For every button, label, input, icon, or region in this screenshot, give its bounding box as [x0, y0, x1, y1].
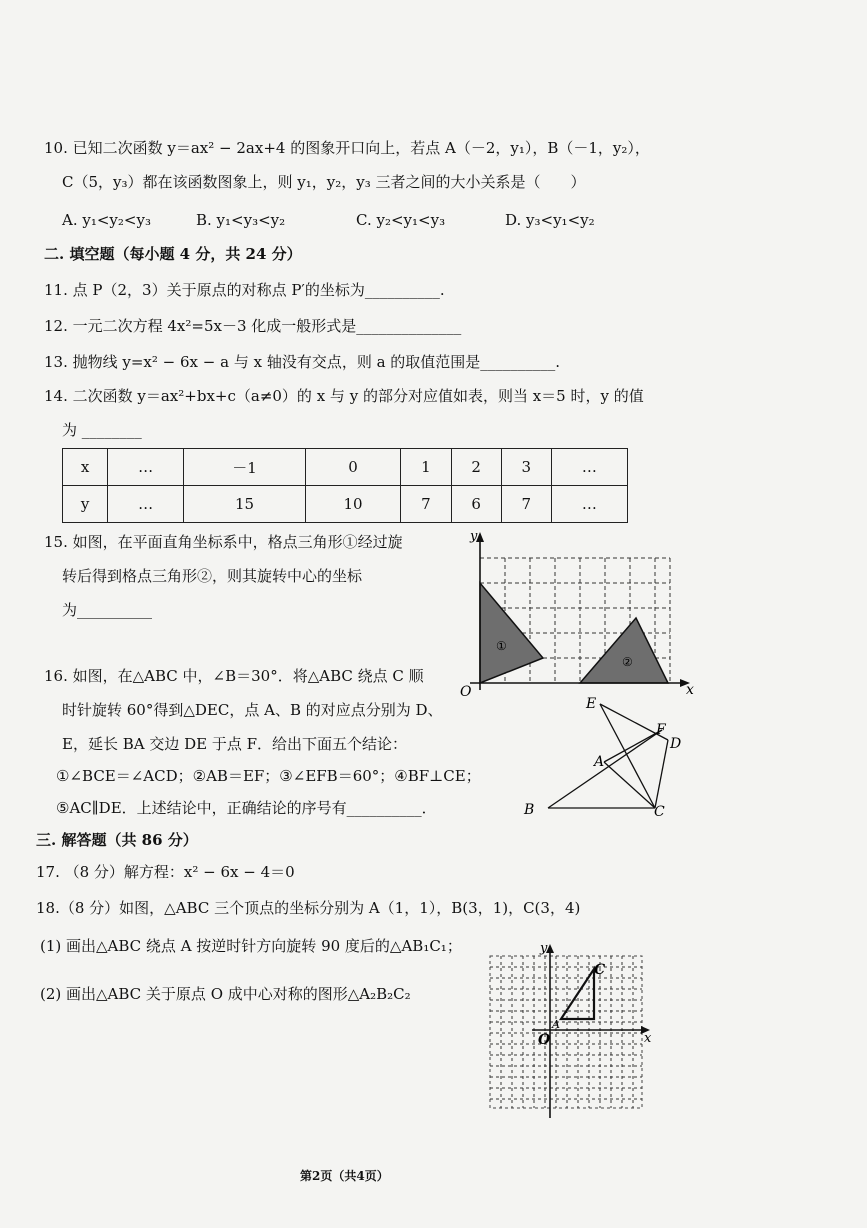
table-cell: 7	[401, 486, 451, 523]
section-3-heading: 三. 解答题（共 86 分）	[36, 831, 198, 849]
table-cell: 1	[401, 449, 451, 486]
q16-line4: ①∠BCE＝∠ACD；②AB＝EF；③∠EFB＝60°；④BF⊥CE；	[56, 767, 481, 785]
table-cell: 6	[451, 486, 501, 523]
point-e-label: E	[586, 696, 597, 712]
origin-label: O	[538, 1032, 551, 1048]
q16-line2: 时针旋转 60°得到△DEC，点 A、B 的对应点分别为 D、	[62, 701, 443, 719]
q15-line3: 为__________	[62, 601, 153, 619]
triangle-2-label: ②	[622, 655, 633, 669]
q11: 11. 点 P（2，3）关于原点的对称点 P′的坐标为__________.	[44, 281, 445, 299]
y-axis-label: y	[540, 941, 548, 956]
x-axis-label: x	[644, 1031, 652, 1046]
point-f-label: F	[656, 722, 666, 738]
table-cell: 7	[501, 486, 551, 523]
q17: 17. （8 分）解方程：x² − 6x − 4＝0	[36, 863, 295, 881]
q18-line1: 18.（8 分）如图，△ABC 三个顶点的坐标分别为 A（1，1），B(3，1)，C(3，4)	[36, 899, 581, 917]
q16-line5: ⑤AC∥DE．上述结论中，正确结论的序号有__________．	[56, 799, 437, 817]
section-2-heading: 二. 填空题（每小题 4 分，共 24 分）	[44, 245, 302, 263]
table-cell: 15	[184, 486, 306, 523]
value-table	[62, 448, 628, 523]
q14-line2: 为 ________	[62, 421, 142, 439]
table-cell: y	[63, 486, 108, 523]
table-cell: …	[108, 449, 184, 486]
q10-line1: 10. 已知二次函数 y＝ax² − 2ax+4 的图象开口向上，若点 A（－2，y₁），B（－1，y₂），	[44, 139, 650, 157]
page-footer: 第2页（共4页）	[300, 1169, 389, 1183]
point-c-label: C	[654, 804, 665, 820]
q16-line3: E，延长 BA 交边 DE 于点 F．给出下面五个结论：	[62, 735, 408, 753]
q10-option-c: C. y₂<y₁<y₃	[356, 211, 446, 229]
table-cell: 0	[305, 449, 401, 486]
q18-part1: (1) 画出△ABC 绕点 A 按逆时针方向旋转 90 度后的△AB₁C₁；	[40, 937, 462, 955]
q18-part2: (2) 画出△ABC 关于原点 O 成中心对称的图形△A₂B₂C₂	[40, 985, 411, 1003]
table-cell: 10	[305, 486, 401, 523]
q10-line2: C（5，y₃）都在该函数图象上，则 y₁，y₂，y₃ 三者之间的大小关系是（ ）	[62, 173, 586, 191]
table-cell: …	[551, 449, 627, 486]
grid-border	[490, 956, 642, 1108]
table-cell: 3	[501, 449, 551, 486]
q18-figure	[484, 942, 659, 1120]
point-c-label: C	[594, 962, 606, 978]
q16-line1: 16. 如图，在△ABC 中，∠B＝30°．将△ABC 绕点 C 顺	[44, 667, 424, 685]
table-cell: x	[63, 449, 108, 486]
triangle-1-label: ①	[496, 639, 507, 653]
point-b-label: B	[524, 802, 535, 818]
table-row	[63, 486, 628, 523]
grid	[490, 956, 642, 1108]
q15-line1: 15. 如图，在平面直角坐标系中，格点三角形①经过旋	[44, 533, 403, 551]
triangle-1	[480, 583, 543, 683]
point-a-label: A	[594, 754, 605, 770]
q15-line2: 转后得到格点三角形②，则其旋转中心的坐标	[62, 567, 363, 585]
table-row	[63, 449, 628, 486]
origin-label: O	[460, 684, 472, 700]
q16-figure	[520, 690, 700, 820]
q12: 12. 一元二次方程 4x²=5x－3 化成一般形式是______________	[44, 317, 462, 335]
q13: 13. 抛物线 y=x² − 6x − a 与 x 轴没有交点，则 a 的取值范围是__________.	[44, 353, 561, 371]
point-d-label: D	[670, 736, 682, 752]
table-cell: －1	[184, 449, 306, 486]
q10-option-d: D. y₃<y₁<y₂	[505, 211, 595, 229]
table-cell: …	[551, 486, 627, 523]
q10-option-b: B. y₁<y₃<y₂	[196, 211, 286, 229]
q15-figure	[456, 528, 700, 698]
q14-line1: 14. 二次函数 y＝ax²+bx+c（a≠0）的 x 与 y 的部分对应值如表，则当 x＝5 时，y 的值	[44, 387, 644, 405]
y-axis-label: y	[470, 529, 478, 544]
table-cell: 2	[451, 449, 501, 486]
x-axis-label: x	[686, 682, 694, 698]
table-cell: …	[108, 486, 184, 523]
point-a-label: A	[552, 1018, 560, 1031]
q10-option-a: A. y₁<y₂<y₃	[62, 211, 151, 229]
